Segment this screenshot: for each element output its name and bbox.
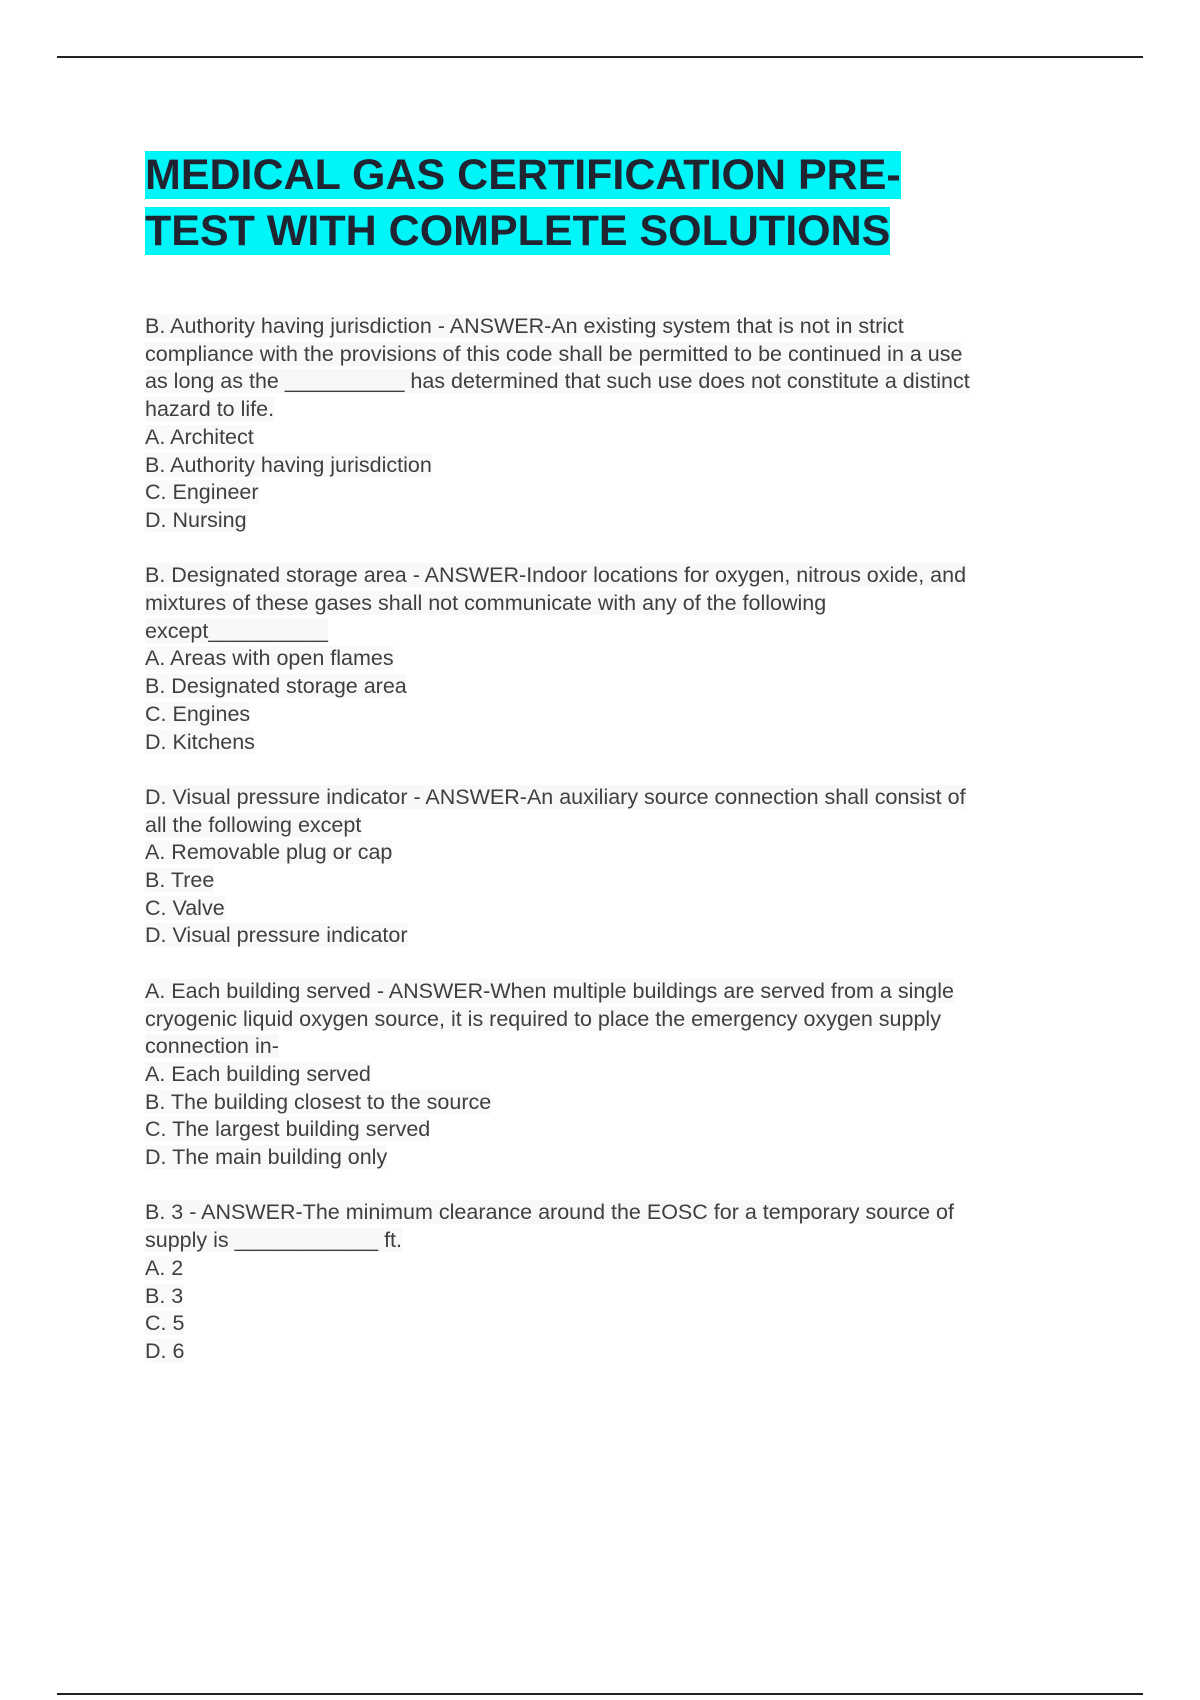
answer-option: D. 6 xyxy=(145,1338,185,1363)
question-text-line: compliance with the provisions of this code shall be permitted to be continued in a use xyxy=(145,341,963,366)
answer-option: A. Architect xyxy=(145,424,254,449)
question-text-line: hazard to life. xyxy=(145,397,275,422)
answer-option: A. Each building served xyxy=(145,1061,371,1086)
answer-option: D. The main building only xyxy=(145,1145,388,1170)
answer-option: B. Tree xyxy=(145,868,215,893)
question-text-line: cryogenic liquid oxygen source, it is required to place the emergency oxygen supply xyxy=(145,1006,941,1031)
question-text-line: B. 3 - ANSWER-The minimum clearance around the EOSC for a temporary source of xyxy=(145,1200,954,1225)
answer-option: C. The largest building served xyxy=(145,1117,431,1142)
question-text-line: mixtures of these gases shall not communicate with any of the following xyxy=(145,591,827,616)
answer-option: D. Kitchens xyxy=(145,729,255,754)
answer-option: D. Visual pressure indicator xyxy=(145,923,408,948)
document-title xyxy=(145,147,1045,259)
answer-option: C. Engines xyxy=(145,701,251,726)
question-text-line: A. Each building served - ANSWER-When multiple buildings are served from a single xyxy=(145,978,955,1003)
question-text-line: as long as the __________ has determined that such use does not constitute a distinct xyxy=(145,369,970,394)
question-text-line: supply is ____________ ft. xyxy=(145,1228,403,1253)
question-text-line: B. Designated storage area - ANSWER-Indoor locations for oxygen, nitrous oxide, and xyxy=(145,563,967,588)
question-text-line: connection in- xyxy=(145,1034,279,1059)
answer-option: A. Removable plug or cap xyxy=(145,840,393,865)
question-2 xyxy=(145,562,1075,756)
title-line-2: TEST WITH COMPLETE SOLUTIONS xyxy=(145,207,891,255)
bottom-rule xyxy=(57,1693,1143,1695)
answer-option: C. Valve xyxy=(145,895,225,920)
question-text-line: D. Visual pressure indicator - ANSWER-An auxiliary source connection shall consist of xyxy=(145,784,966,809)
question-text-line: except__________ xyxy=(145,618,328,643)
answer-option: C. 5 xyxy=(145,1311,185,1336)
question-list xyxy=(145,313,1075,1393)
answer-option: D. Nursing xyxy=(145,507,247,532)
top-rule xyxy=(57,56,1143,58)
answer-option: B. The building closest to the source xyxy=(145,1089,492,1114)
question-1 xyxy=(145,313,1075,535)
answer-option: C. Engineer xyxy=(145,480,259,505)
question-3 xyxy=(145,784,1075,950)
question-4 xyxy=(145,978,1075,1172)
question-text-line: all the following except xyxy=(145,812,362,837)
answer-option: A. Areas with open flames xyxy=(145,646,394,671)
answer-option: A. 2 xyxy=(145,1255,184,1280)
question-5 xyxy=(145,1199,1075,1365)
title-line-1: MEDICAL GAS CERTIFICATION PRE- xyxy=(145,151,901,199)
answer-option: B. 3 xyxy=(145,1283,184,1308)
answer-option: B. Designated storage area xyxy=(145,674,407,699)
question-text-line: B. Authority having jurisdiction - ANSWER-An existing system that is not in strict xyxy=(145,314,904,338)
answer-option: B. Authority having jurisdiction xyxy=(145,452,432,477)
